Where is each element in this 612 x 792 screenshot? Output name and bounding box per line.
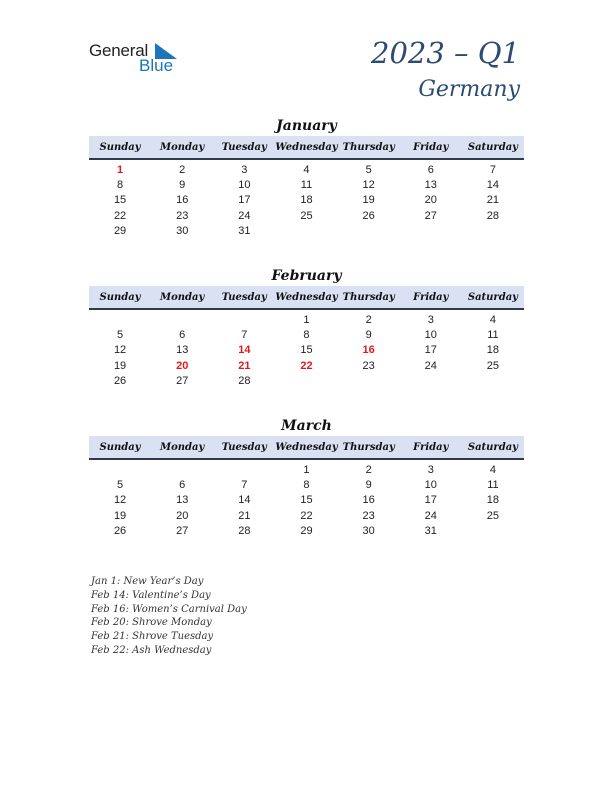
country-title: Germany bbox=[418, 77, 520, 102]
day-cell: 8 bbox=[117, 178, 124, 191]
day-cell: 6 bbox=[427, 163, 434, 176]
weekday-label: Monday bbox=[160, 291, 205, 303]
day-cell: 23 bbox=[362, 359, 375, 372]
day-cell: 15 bbox=[300, 344, 313, 357]
day-cell: 23 bbox=[176, 209, 189, 222]
weekday-label: Tuesday bbox=[221, 441, 267, 453]
weekday-label: Thursday bbox=[342, 291, 395, 303]
day-cell: 8 bbox=[303, 478, 310, 491]
day-cell: 7 bbox=[241, 478, 248, 491]
weekday-label: Thursday bbox=[342, 141, 395, 153]
day-cell: 22 bbox=[113, 209, 127, 222]
week-row bbox=[89, 523, 524, 538]
weekday-label: Monday bbox=[160, 141, 205, 153]
weekday-header-row bbox=[89, 436, 524, 460]
day-cell: 5 bbox=[117, 328, 124, 341]
day-cell: 24 bbox=[424, 359, 437, 372]
day-cell: 22 bbox=[300, 509, 313, 522]
day-cell: 14 bbox=[238, 494, 251, 507]
quarter-title: 2023 – Q1 bbox=[371, 36, 520, 70]
day-cell: 3 bbox=[427, 463, 434, 476]
day-cell: 2 bbox=[365, 463, 372, 476]
week-row bbox=[89, 343, 524, 358]
month-january bbox=[89, 116, 524, 238]
holiday-note: Feb 14: Valentine’s Day bbox=[91, 589, 211, 601]
day-cell: 13 bbox=[176, 494, 189, 507]
month-title: March bbox=[281, 418, 332, 434]
day-cell: 6 bbox=[179, 328, 186, 341]
day-cell: 10 bbox=[238, 178, 251, 191]
day-cell: 16 bbox=[362, 344, 375, 357]
day-cell: 21 bbox=[238, 509, 251, 522]
day-cell: 17 bbox=[424, 494, 437, 507]
day-cell: 27 bbox=[424, 209, 437, 222]
weekday-label: Sunday bbox=[99, 291, 141, 303]
day-cell: 30 bbox=[176, 224, 189, 237]
day-cell: 5 bbox=[365, 163, 372, 176]
day-cell: 11 bbox=[300, 178, 313, 191]
weekday-header-row bbox=[89, 286, 524, 310]
day-cell: 7 bbox=[241, 328, 248, 341]
week-row bbox=[89, 508, 524, 523]
week-row bbox=[89, 373, 524, 388]
day-cell: 13 bbox=[176, 344, 189, 357]
weekday-label: Wednesday bbox=[275, 291, 338, 303]
day-cell: 11 bbox=[487, 328, 499, 341]
day-cell: 29 bbox=[300, 524, 313, 537]
day-cell: 20 bbox=[424, 194, 437, 207]
day-cell: 5 bbox=[117, 478, 124, 491]
day-cell: 17 bbox=[238, 194, 251, 207]
day-cell: 1 bbox=[303, 463, 310, 476]
day-cell: 15 bbox=[300, 494, 313, 507]
day-cell: 1 bbox=[117, 163, 124, 176]
day-cell: 28 bbox=[238, 524, 251, 537]
holiday-note: Feb 21: Shrove Tuesday bbox=[91, 631, 214, 643]
holiday-notes bbox=[91, 575, 247, 658]
day-cell: 21 bbox=[238, 359, 251, 372]
week-row bbox=[89, 327, 524, 342]
day-cell: 14 bbox=[238, 344, 251, 357]
day-cell: 13 bbox=[424, 178, 437, 191]
day-cell: 21 bbox=[486, 194, 500, 207]
weekday-label: Friday bbox=[413, 441, 449, 453]
holiday-note: Feb 20: Shrove Monday bbox=[91, 617, 212, 629]
weekday-label: Monday bbox=[160, 441, 205, 453]
day-cell: 29 bbox=[113, 224, 127, 237]
week-row bbox=[89, 312, 524, 327]
day-cell: 9 bbox=[365, 328, 372, 341]
day-cell: 11 bbox=[487, 478, 499, 491]
day-cell: 26 bbox=[113, 374, 127, 387]
day-cell: 23 bbox=[362, 509, 375, 522]
weekday-label: Saturday bbox=[467, 141, 518, 153]
day-cell: 4 bbox=[489, 463, 496, 476]
day-cell: 10 bbox=[424, 328, 437, 341]
day-cell: 9 bbox=[179, 178, 186, 191]
day-cell: 1 bbox=[303, 313, 310, 326]
day-cell: 30 bbox=[362, 524, 375, 537]
day-cell: 18 bbox=[300, 194, 313, 207]
weekday-label: Sunday bbox=[99, 441, 141, 453]
day-cell: 31 bbox=[424, 524, 437, 537]
day-cell: 28 bbox=[238, 374, 251, 387]
day-cell: 18 bbox=[486, 344, 500, 357]
week-row bbox=[89, 462, 524, 477]
day-cell: 12 bbox=[113, 494, 127, 507]
weekday-label: Wednesday bbox=[275, 441, 338, 453]
weekday-label: Friday bbox=[413, 291, 449, 303]
day-cell: 22 bbox=[300, 359, 313, 372]
day-cell: 3 bbox=[241, 163, 248, 176]
day-cell: 31 bbox=[238, 224, 251, 237]
day-cell: 4 bbox=[489, 313, 496, 326]
day-cell: 3 bbox=[427, 313, 434, 326]
weekday-label: Thursday bbox=[342, 441, 395, 453]
logo-word-blue: Blue bbox=[139, 56, 174, 75]
logo bbox=[89, 41, 189, 77]
weekday-header-row bbox=[89, 136, 524, 160]
day-cell: 7 bbox=[489, 163, 496, 176]
day-cell: 6 bbox=[179, 478, 186, 491]
day-cell: 16 bbox=[362, 494, 375, 507]
day-cell: 2 bbox=[179, 163, 186, 176]
day-cell: 28 bbox=[486, 209, 500, 222]
week-row bbox=[89, 493, 524, 508]
day-cell: 19 bbox=[362, 194, 375, 207]
day-cell: 25 bbox=[486, 509, 500, 522]
day-cell: 9 bbox=[365, 478, 372, 491]
day-cell: 18 bbox=[486, 494, 500, 507]
weekday-label: Wednesday bbox=[275, 141, 338, 153]
day-cell: 12 bbox=[113, 344, 127, 357]
day-cell: 2 bbox=[365, 313, 372, 326]
weekday-label: Saturday bbox=[467, 441, 518, 453]
day-cell: 12 bbox=[362, 178, 375, 191]
logo-word-general: General bbox=[89, 41, 149, 60]
weekday-label: Tuesday bbox=[221, 291, 267, 303]
day-cell: 4 bbox=[303, 163, 310, 176]
day-cell: 24 bbox=[424, 509, 437, 522]
month-february bbox=[89, 266, 524, 388]
day-cell: 14 bbox=[486, 178, 500, 191]
day-cell: 27 bbox=[176, 374, 189, 387]
day-cell: 19 bbox=[113, 509, 127, 522]
week-row bbox=[89, 477, 524, 492]
holiday-note: Jan 1: New Year’s Day bbox=[91, 576, 204, 587]
day-cell: 15 bbox=[113, 194, 127, 207]
month-title: January bbox=[276, 118, 337, 134]
day-cell: 16 bbox=[176, 194, 189, 207]
day-cell: 20 bbox=[176, 509, 189, 522]
weekday-label: Saturday bbox=[467, 291, 518, 303]
week-row bbox=[89, 208, 524, 223]
month-title: February bbox=[271, 268, 342, 284]
week-row bbox=[89, 162, 524, 177]
day-cell: 19 bbox=[113, 359, 127, 372]
holiday-note: Feb 22: Ash Wednesday bbox=[91, 644, 212, 656]
day-cell: 8 bbox=[303, 328, 310, 341]
day-cell: 10 bbox=[424, 478, 437, 491]
week-row bbox=[89, 223, 524, 238]
day-cell: 27 bbox=[176, 524, 189, 537]
day-cell: 17 bbox=[424, 344, 437, 357]
day-cell: 24 bbox=[238, 209, 251, 222]
holiday-note: Feb 16: Women’s Carnival Day bbox=[91, 603, 247, 615]
day-cell: 25 bbox=[486, 359, 500, 372]
week-row bbox=[89, 177, 524, 192]
weekday-label: Friday bbox=[413, 141, 449, 153]
weekday-label: Tuesday bbox=[221, 141, 267, 153]
week-row bbox=[89, 358, 524, 373]
day-cell: 25 bbox=[300, 209, 313, 222]
day-cell: 20 bbox=[176, 359, 189, 372]
day-cell: 26 bbox=[362, 209, 375, 222]
weekday-label: Sunday bbox=[99, 141, 141, 153]
day-cell: 26 bbox=[113, 524, 127, 537]
week-row bbox=[89, 193, 524, 208]
month-march bbox=[89, 416, 524, 538]
